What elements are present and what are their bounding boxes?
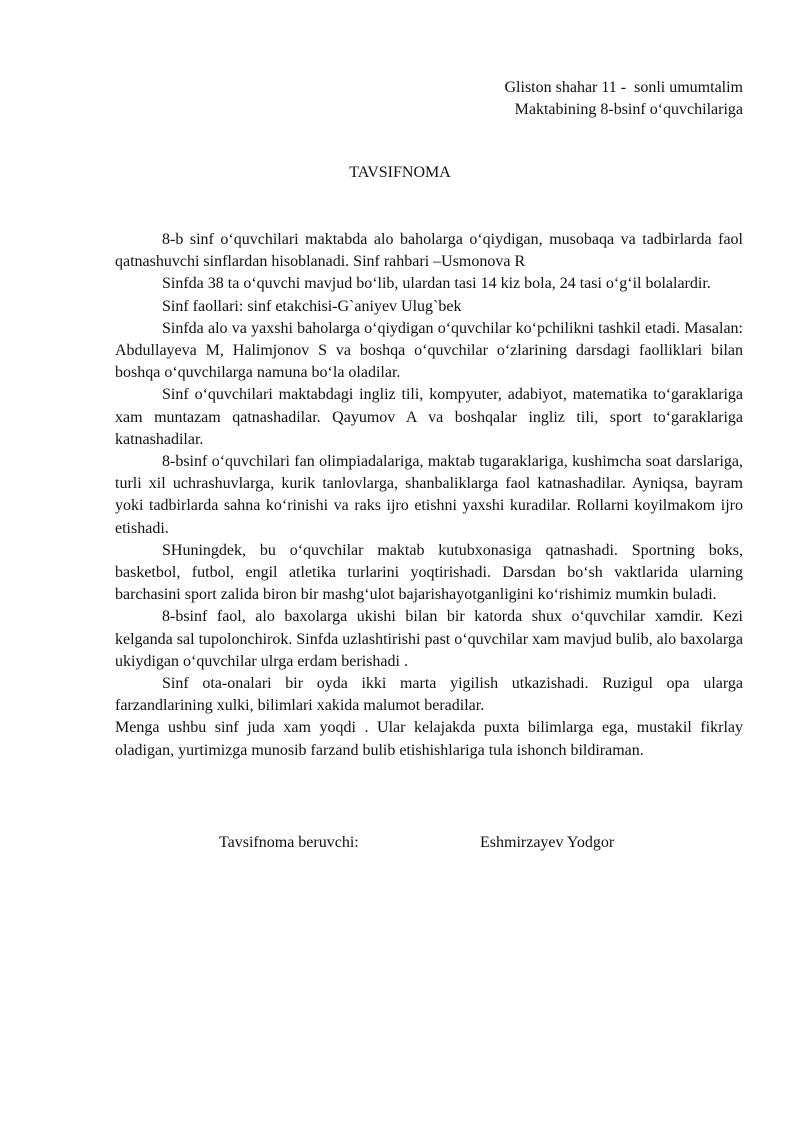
signature-name: Eshmirzayev Yodgor — [480, 834, 615, 851]
signature-label: Tavsifnoma beruvchi: — [219, 834, 359, 851]
document-body — [115, 229, 743, 762]
addressee-block — [505, 77, 744, 121]
paragraph-student-count: Sinfda 38 ta o‘quvchi mavjud bo‘lib, ulardan tasi 14 kiz bola, 24 tasi o‘g‘il bolalardir. — [162, 275, 711, 293]
paragraph-sports: SHuningdek, bu o‘quvchilar maktab kutubxonasiga qatnashadi. Sportning boks, basketbol, futbol, engil atletika turlarini yoqtirishadi. Darsdan bo‘sh vaktlarida ularning barchasini sport zalida biron bir mashg‘ulot bajarishayotganligini ko‘rishimiz mumkin buladi. — [115, 541, 743, 604]
addressee-line-school: Gliston shahar 11 - sonli umumtalim — [504, 79, 743, 96]
paragraph-intro: 8-b sinf o‘quvchilari maktabda alo baholarga o‘qiydigan, musobaqa va tadbirlarda faol qatnashuvchi sinflardan hisoblanadi. Sinf rahbari –Usmonova R — [115, 231, 743, 271]
paragraph-clubs: Sinf o‘quvchilari maktabdagi ingliz tili, kompyuter, adabiyot, matematika to‘garaklariga xam muntazam qatnashadilar. Qayumov A va boshqalar ingliz tili, sport to‘garaklariga katnashadilar. — [115, 386, 743, 448]
paragraph-parents: Sinf ota-onalari bir oyda ikki marta yigilish utkazishadi. Ruzigul opa ularga farzandlarining xulki, bilimlari xakida malumot beradilar. — [115, 675, 743, 715]
paragraph-conclusion: Menga ushbu sinf juda xam yoqdi . Ular kelajakda puxta bilimlarga ega, mustakil fikrlay oladigan, yurtimizga munosib farzand bulib etishishlariga tula ishonch bildiraman. — [115, 719, 743, 759]
paragraph-class-activists: Sinf faollari: sinf etakchisi-G`aniyev Ulug`bek — [162, 297, 462, 315]
paragraph-good-students: Sinfda alo va yaxshi baholarga o‘qiydigan o‘quvchilar ko‘pchilikni tashkil etadi. Masalan: Abdullayeva M, Halimjonov S va boshqa o‘quvchilar o‘zlarining darsdagi faolliklari bilan boshqa o‘quvchilarga namuna bo‘la oladilar. — [115, 319, 743, 382]
paragraph-activities: 8-bsinf o‘quvchilari fan olimpiadalariga, maktab tugaraklariga, kushimcha soat darslariga, turli xil uchrashuvlarga, kurik tanlovlarga, shanbaliklarga faol katnashadilar. Ayniqsa, bayram yoki tadbirlarda sahna ko‘rinishi va raks ijro etishni yaxshi kuradilar. Rollarni koyilmakom ijro etishadi. — [115, 453, 743, 537]
addressee-line-class: Maktabining 8-bsinf o‘quvchilariga — [514, 101, 743, 118]
document-title: TAVSIFNOMA — [349, 164, 451, 181]
paragraph-character: 8-bsinf faol, alo baxolarga ukishi bilan bir katorda shux o‘quvchilar xamdir. Kezi kelganda sal tupolonchirok. Sinfda uzlashtirishi past o‘quvchilar xam mavjud bulib, alo baxolarga ukiydigan o‘quvchilar ulrga erdam berishadi . — [115, 608, 743, 670]
